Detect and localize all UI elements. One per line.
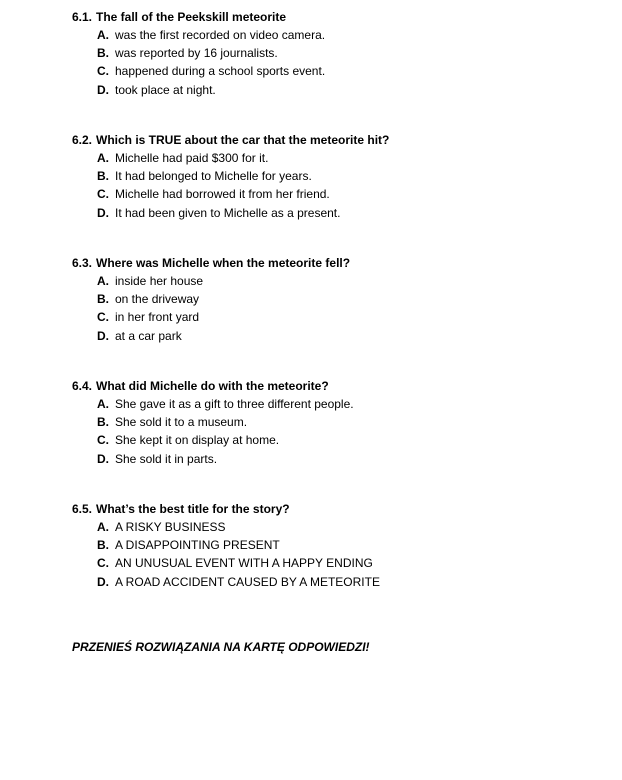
- option-d: [97, 83, 592, 101]
- option-c: [97, 433, 592, 451]
- option-text: at a car park: [115, 328, 182, 343]
- option-letter: D.: [97, 451, 109, 466]
- question-title: [72, 256, 592, 270]
- question-text: What’s the best title for the story?: [96, 502, 290, 516]
- question-6-5: [72, 502, 592, 593]
- option-text: AN UNUSUAL EVENT WITH A HAPPY ENDING: [115, 556, 373, 571]
- question-6-4: [72, 379, 592, 470]
- question-title: [72, 502, 592, 516]
- option-letter: B.: [97, 415, 109, 430]
- question-number: 6.3.: [72, 256, 93, 270]
- option-list: [97, 397, 592, 470]
- option-letter: C.: [97, 64, 109, 79]
- option-d: [97, 329, 592, 347]
- option-text: She sold it to a museum.: [115, 415, 248, 430]
- option-c: [97, 187, 592, 205]
- option-list: [97, 520, 592, 593]
- option-b: [97, 292, 592, 310]
- option-letter: A.: [97, 151, 109, 165]
- option-b: [97, 538, 592, 556]
- question-number: 6.1.: [72, 10, 93, 24]
- option-d: [97, 452, 592, 470]
- option-text: It had belonged to Michelle for years.: [115, 169, 312, 184]
- question-number: 6.2.: [72, 133, 93, 147]
- option-letter: A.: [97, 520, 109, 534]
- question-text: Where was Michelle when the meteorite fell?: [96, 256, 351, 270]
- option-c: [97, 64, 592, 82]
- option-a: [97, 28, 592, 46]
- question-number: 6.5.: [72, 502, 93, 516]
- option-text: happened during a school sports event.: [115, 64, 326, 79]
- option-letter: C.: [97, 556, 109, 571]
- option-letter: A.: [97, 274, 109, 288]
- option-letter: B.: [97, 292, 109, 307]
- option-list: [97, 28, 592, 101]
- option-text: A RISKY BUSINESS: [115, 520, 226, 534]
- option-letter: D.: [97, 328, 109, 343]
- option-letter: D.: [97, 205, 109, 220]
- question-6-3: [72, 256, 592, 347]
- option-text: Michelle had borrowed it from her friend.: [115, 187, 330, 202]
- option-text: took place at night.: [115, 82, 216, 97]
- option-text: was reported by 16 journalists.: [115, 46, 278, 61]
- option-a: [97, 397, 592, 415]
- option-text: A DISAPPOINTING PRESENT: [115, 538, 280, 553]
- option-letter: C.: [97, 187, 109, 202]
- question-title: [72, 379, 592, 393]
- option-c: [97, 310, 592, 328]
- question-6-1: [72, 10, 592, 101]
- option-c: [97, 556, 592, 574]
- option-letter: B.: [97, 46, 109, 61]
- option-letter: D.: [97, 82, 109, 97]
- option-text: inside her house: [115, 274, 204, 288]
- question-text: What did Michelle do with the meteorite?: [96, 379, 329, 393]
- question-text: Which is TRUE about the car that the meteorite hit?: [96, 133, 390, 147]
- option-a: [97, 274, 592, 292]
- option-text: was the first recorded on video camera.: [115, 28, 326, 42]
- option-text: Michelle had paid $300 for it.: [115, 151, 269, 165]
- option-d: [97, 575, 592, 593]
- option-list: [97, 151, 592, 224]
- transfer-answers-note: PRZENIEŚ ROZWIĄZANIA NA KARTĘ ODPOWIEDZI!: [72, 640, 370, 654]
- option-letter: B.: [97, 169, 109, 184]
- question-text: The fall of the Peekskill meteorite: [96, 10, 287, 24]
- option-b: [97, 415, 592, 433]
- option-text: on the driveway: [115, 292, 200, 307]
- option-text: in her front yard: [115, 310, 200, 325]
- option-list: [97, 274, 592, 347]
- option-letter: C.: [97, 433, 109, 448]
- option-text: A ROAD ACCIDENT CAUSED BY A METEORITE: [115, 574, 380, 589]
- option-a: [97, 520, 592, 538]
- option-letter: A.: [97, 28, 109, 42]
- option-letter: C.: [97, 310, 109, 325]
- option-text: She kept it on display at home.: [115, 433, 280, 448]
- question-title: [72, 133, 592, 147]
- question-title: [72, 10, 592, 24]
- option-b: [97, 169, 592, 187]
- option-d: [97, 206, 592, 224]
- question-number: 6.4.: [72, 379, 93, 393]
- option-letter: D.: [97, 574, 109, 589]
- option-b: [97, 46, 592, 64]
- option-text: She sold it in parts.: [115, 451, 218, 466]
- option-text: It had been given to Michelle as a present.: [115, 205, 341, 220]
- option-letter: A.: [97, 397, 109, 411]
- option-letter: B.: [97, 538, 109, 553]
- option-text: She gave it as a gift to three different people.: [115, 397, 354, 411]
- question-6-2: [72, 133, 592, 224]
- option-a: [97, 151, 592, 169]
